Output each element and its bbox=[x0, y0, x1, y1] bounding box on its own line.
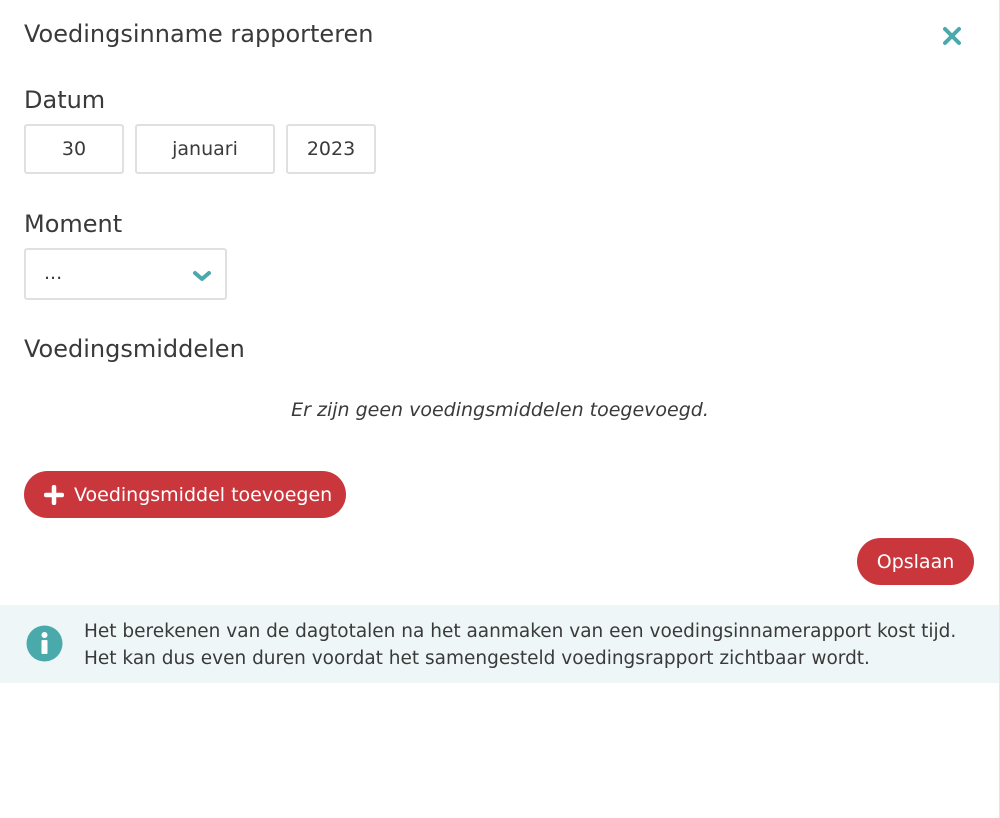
month-input[interactable]: januari bbox=[135, 124, 275, 174]
moment-select-value: ... bbox=[44, 262, 63, 284]
plus-icon bbox=[44, 485, 64, 505]
info-line-2: Het kan dus even duren voordat het samengesteld voedingsrapport zichtbaar wordt. bbox=[84, 648, 870, 669]
date-label: Datum bbox=[24, 86, 106, 114]
add-food-button[interactable] bbox=[24, 471, 346, 518]
info-banner bbox=[0, 605, 1000, 683]
moment-label: Moment bbox=[24, 210, 123, 238]
info-text bbox=[84, 618, 956, 672]
modal-title: Voedingsinname rapporteren bbox=[24, 20, 374, 48]
year-input[interactable]: 2023 bbox=[286, 124, 376, 174]
info-line-1: Het berekenen van de dagtotalen na het aanmaken van een voedingsinnamerapport kost tijd. bbox=[84, 621, 957, 642]
chevron-down-icon bbox=[192, 269, 212, 283]
add-food-button-label: Voedingsmiddel toevoegen bbox=[74, 483, 333, 506]
close-icon[interactable] bbox=[940, 24, 964, 48]
day-input[interactable]: 30 bbox=[24, 124, 124, 174]
foods-empty-message: Er zijn geen voedingsmiddelen toegevoegd. bbox=[291, 399, 709, 421]
info-icon bbox=[26, 625, 63, 662]
foods-label: Voedingsmiddelen bbox=[24, 335, 245, 363]
moment-select[interactable] bbox=[24, 248, 227, 300]
save-button[interactable]: Opslaan bbox=[857, 538, 974, 585]
